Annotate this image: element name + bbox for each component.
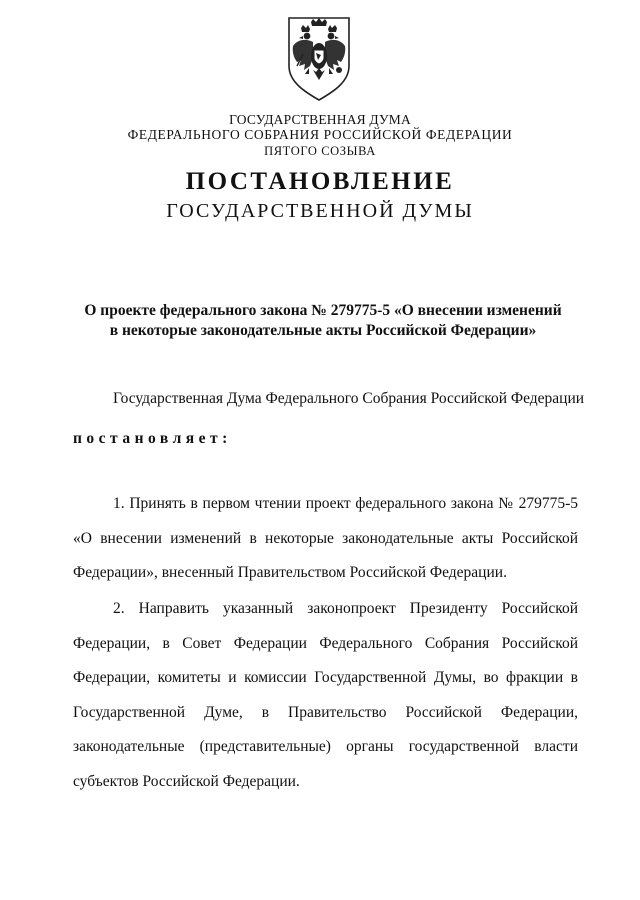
coat-of-arms-emblem: [283, 14, 355, 104]
resolution-subject: О проекте федерального закона № 279775-5 «О внесении изменений в некоторые законодательные акты Российской Федерации»: [84, 302, 562, 339]
intro-text: Государственная Дума Федерального Собрания Российской Федерации: [113, 390, 585, 407]
decree-word: постановляет:: [73, 430, 232, 447]
paragraph-1: 1. Принять в первом чтении проект федерального закона № 279775-5 «О внесении изменений в некоторые законодательные акты Российской Федерации», внесенный Правительством Российской Федерации.: [73, 495, 578, 581]
institution-full-name: ФЕДЕРАЛЬНОГО СОБРАНИЯ РОССИЙСКОЙ ФЕДЕРАЦИИ: [127, 127, 513, 142]
document-subtitle: ГОСУДАРСТВЕННОЙ ДУМЫ: [166, 200, 474, 222]
convocation: ПЯТОГО СОЗЫВА: [264, 144, 376, 158]
paragraph-2: 2. Направить указанный законопроект Президенту Российской Федерации, в Совет Федерации Федерального Собрания Российской Федерации, комитеты и комиссии Государственной Думы, во фракции в Государственной Думе, в Правительство Российской Федерации, законодательные (представительные) органы государственной власти субъектов Российской Федерации.: [73, 600, 578, 790]
institution-name: ГОСУДАРСТВЕННАЯ ДУМА: [229, 112, 411, 127]
document-title: ПОСТАНОВЛЕНИЕ: [185, 168, 455, 195]
